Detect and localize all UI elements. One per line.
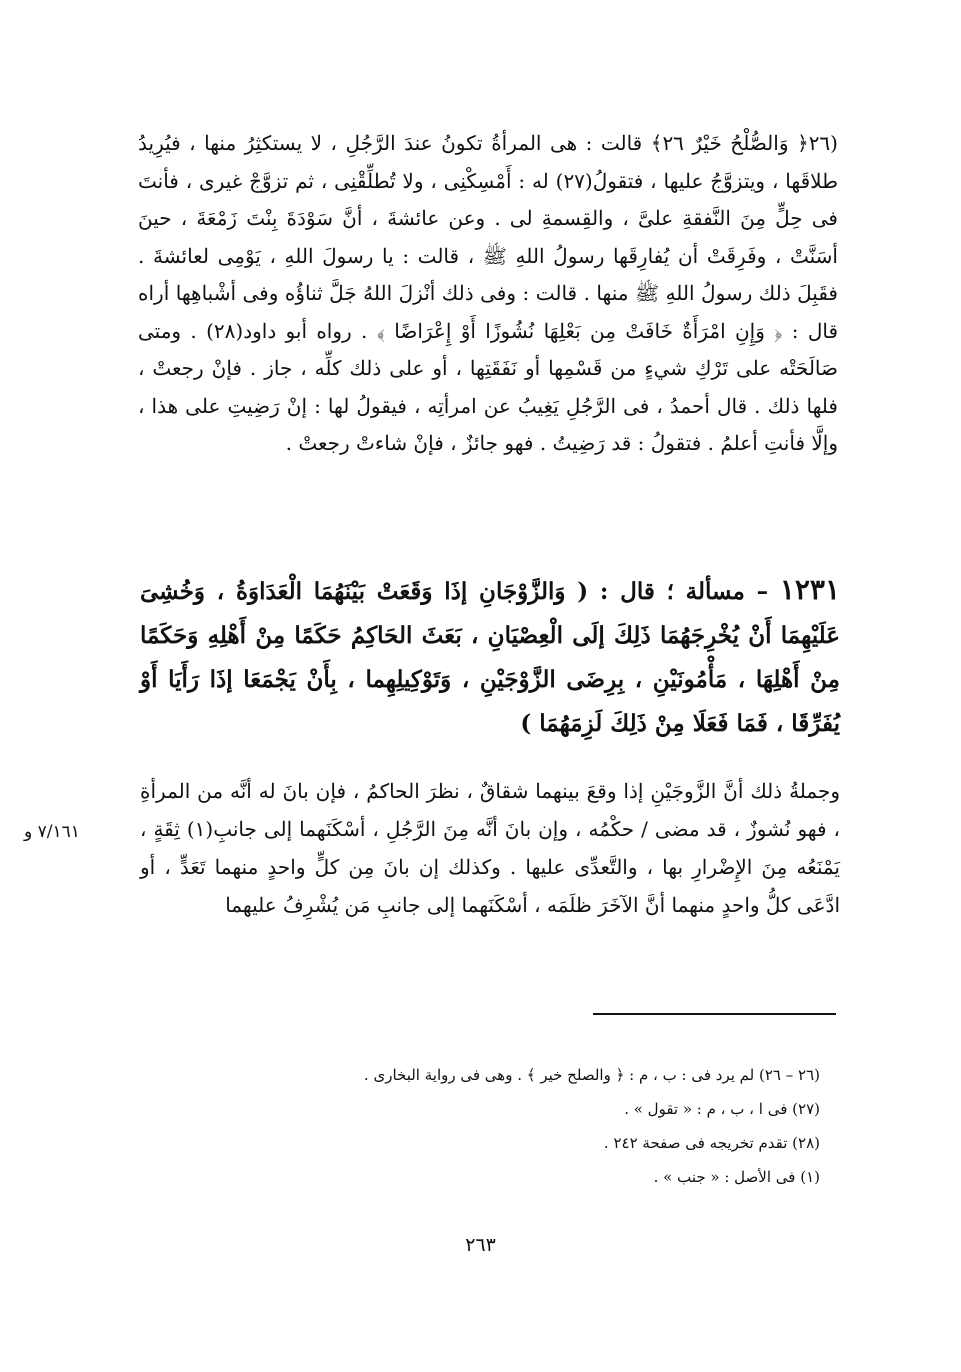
top-paragraph: (٢٦﴿ وَالصُّلْحُ خَيْرٌ ٢٦﴾ قالت : هى المرأةُ تكونُ عندَ الرَّجُلِ ، لا يستكثِرُ منها ، فيُرِيدُ طلاقَها ، ويتزوَّجُ عليها ، فتقولُ(٢٧) له : أَمْسِكْنِى ، ولا تُطلِّقْنِى ، ثم تزوَّجْ غيرى ، فأنتَ فى حِلٍّ مِنَ النَّفقةِ علىَّ ، والقِسمةِ لى . وعن عائشةَ ، أنَّ سَوْدَةَ بِنْتَ زَمْعَةَ ، حينَ أسَنَّتْ ، وفَرِقَتْ أن يُفارِقَها رسولُ اللهِ ﷺ ، قالت : يا رسولَ اللهِ ، يَوْمِى لعائشةَ . فقَبِلَ ذلك رسولُ اللهِ ﷺ منها . قالت : وفى ذلك أنْزلَ اللهُ جَلَّ ثناؤُه وفى أشْباهِها أراه قال : ﴿ وَإِنِ امْرَأَةٌ خَافَتْ مِن بَعْلِهَا نُشُوزًا أَوْ إِعْرَاضًا ﴾ . رواه أبو داود(٢٨) . ومتى صَالَحَتْه على تَرْكِ شيءٍ من قَسْمِها أو نَفَقَتِها ، أو على ذلك كلِّه ، جاز . فإنْ رجعتْ ، فلها ذلك . قال أحمدُ ، فى الرَّجُلِ يَغِيبُ عن امرأتِه ، فيقولُ لها : إنْ رَضِيتِ على هذا ، وإلَّا فأنتِ أعلمُ . فتقولُ : قد رَضِيتُ . فهو جائزٌ ، فإنْ شاءتْ رجعتْ .: [138, 131, 839, 455]
body-paragraph: وجملةُ ذلك أنَّ الزَّوجَيْنِ إذا وقعَ بينهما شقاقٌ ، نظرَ الحاكمُ ، فإن بانَ له أنَّه من المرأةِ ، فهو نُشوزٌ ، قد مضى / حكْمُه ، وإن بانَ أنَّه مِنَ الرَّجُلِ ، أسْكَنَهما إلى جانبِ(١) ثِقَةٍ ، يَمْنَعُه مِنَ الإِضْرارِ بها ، والتَّعدِّى عليها . وكذلك إن بانَ مِن كلٍّ واحدٍ منهما تَعَدٍّ ، أو ادَّعَى كلُّ واحدٍ منهما أنَّ الآخَرَ ظلَمَه ، أسْكَنَهما إلى جانبِ مَن يُشْرِفُ عليهما: [140, 779, 840, 917]
footnote-item: (٢٧) فى ا ، ب ، م : « تقول » .: [624, 1100, 820, 1118]
footnotes: [300, 1058, 820, 1194]
footnote-item: (٢٦ – ٢٦) لم يرد فى : ب ، م : ﴿ والصلح خير ﴾ . وهى فى رواية البخارى .: [363, 1066, 820, 1084]
footnote-separator: [593, 1013, 836, 1015]
masala-text: – مسألة ؛ قال : ( وَالزَّوْجَانِ إذَا وَقَعَتْ بَيْنَهُمَا الْعَدَاوَةُ ، وَخُشِىَ عَلَيْهِمَا أَنْ يُخْرِجَهُمَا ذَلِكَ إلَى الْعِصْيَانِ ، بَعَثَ الحَاكِمُ حَكَمًا مِنْ أَهْلِهِ وَحَكَمًا مِنْ أَهْلِهَا ، مَأْمُونَيْنِ ، بِرِضَى الزَّوْجَيْنِ ، وَتَوْكِيلِهِما ، بِأَنْ يَجْمَعَا إذَا رَأَيَا أَوْ يُفَرِّقَا ، فَمَا فَعَلَا مِنْ ذَلِكَ لَزِمَهُمَا ): [140, 578, 840, 737]
footnote-item: (٢٨) تقدم تخريجه فى صفحة ٢٤٢ .: [603, 1134, 820, 1152]
masala-paragraph: [140, 568, 840, 746]
margin-folio-note: ٧/١٦١ و: [24, 822, 80, 842]
footnote-item: (١) فى الأصل : « جنب » .: [653, 1168, 820, 1186]
body-text-block: [140, 772, 840, 924]
masala-block: [140, 568, 840, 746]
top-text-block: [138, 125, 838, 463]
page-number: ٢٦٣: [465, 1234, 496, 1256]
masala-number: ١٢٣١: [779, 573, 840, 606]
